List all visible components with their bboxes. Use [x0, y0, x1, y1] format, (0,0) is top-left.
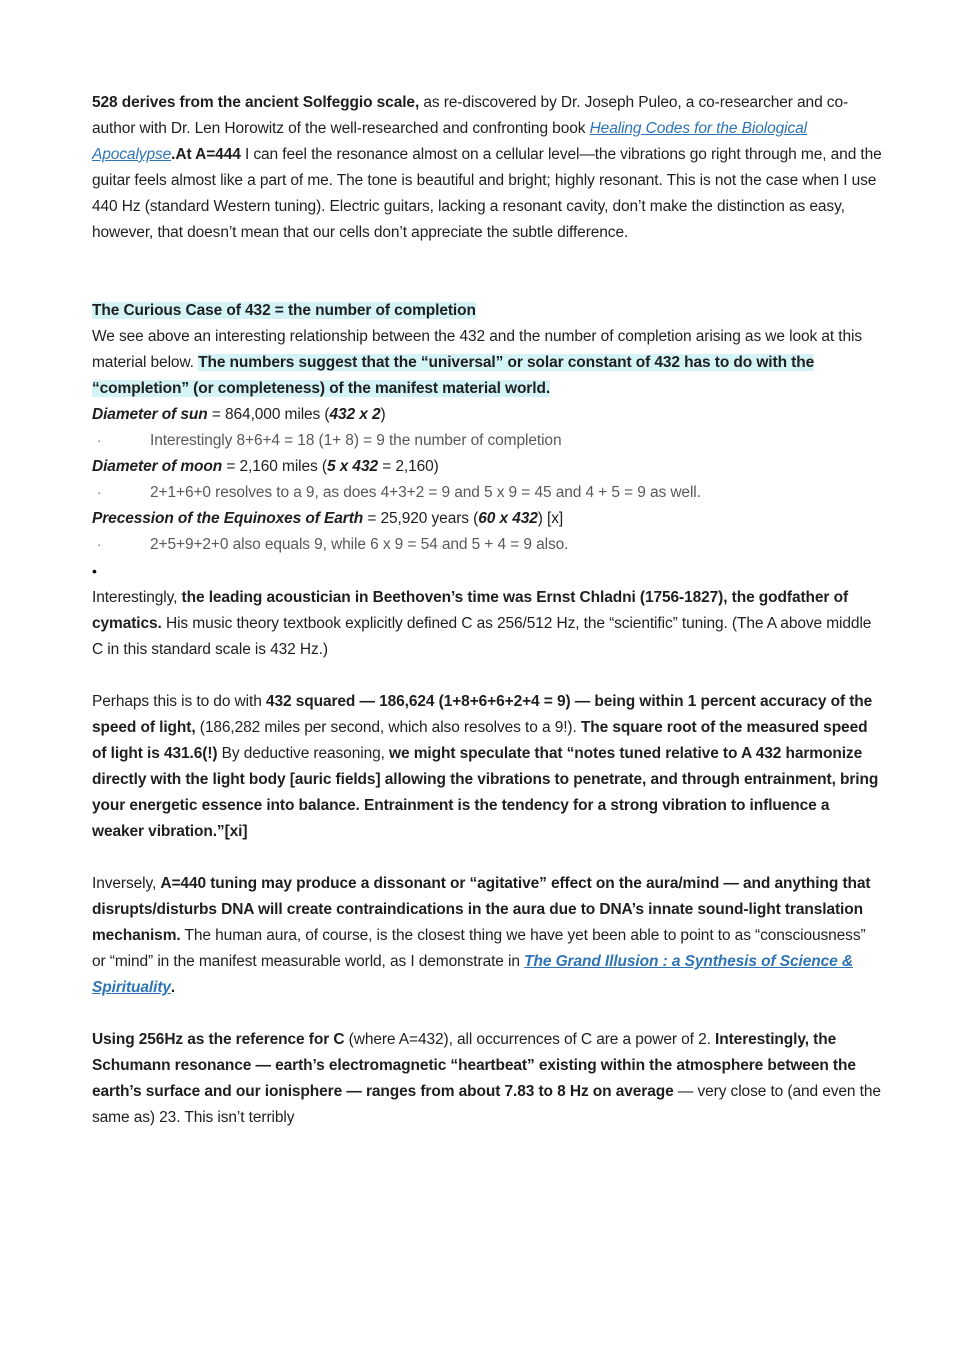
diameter-of-sun-item [92, 402, 882, 428]
text-run: = 2,160 miles ( [222, 458, 327, 475]
bullet-text [150, 428, 882, 454]
text-run: the leading acoustician in Beethoven’s time was Ernst Chladni (1756-1827), the godfather of cymatics. [92, 589, 848, 632]
text-run: His music theory textbook explicitly defined C as 256/512 Hz, the “scientific” tuning. (The A above middle C in this standard scale is 432 Hz.) [92, 615, 872, 658]
text-run: = 2,160) [377, 458, 439, 475]
bullet-text [150, 532, 882, 558]
text-run: (186,282 miles per second, which also resolves to a 9!). [195, 719, 581, 736]
speed-of-light-paragraph [92, 689, 882, 845]
text-run: — very close to (and even the same as) 23. This isn’t terribly [92, 1083, 881, 1126]
text-run: ) [x] [537, 510, 564, 527]
text-run: The Curious Case of 432 = the number of completion [92, 302, 476, 319]
sun-digit-note [92, 428, 882, 454]
text-run: The human aura, of course, is the closest thing we have yet been able to point to as “consciousness” or “mind” in the manifest measurable world, as I demonstrate in [92, 927, 866, 970]
schumann-paragraph [92, 1027, 882, 1131]
text-run: 432 squared — 186,624 (1+8+6+6+2+4 = 9) — being within 1 percent accuracy of the speed of light, [92, 693, 873, 736]
sub-bullet-icon: · [97, 485, 102, 500]
text-run: 2+5+9+2+0 also equals 9, while 6 x 9 = 54 and 5 + 4 = 9 also. [150, 536, 569, 553]
text-run: Inversely, [92, 875, 161, 892]
text-run: Interestingly, the Schumann resonance — earth’s electromagnetic “heartbeat” existing within the atmosphere between the earth’s surface and our ionisphere — ranges from about 7.83 to 8 Hz on average [92, 1031, 856, 1100]
text-run: . [170, 979, 176, 996]
text-run: The numbers suggest that the “universal” or solar constant of 432 has to do with the “completion” (or completeness) of the manifest material world. [92, 354, 815, 397]
text-run: Interestingly, [92, 589, 182, 606]
text-run: 60 x 432 [478, 510, 538, 527]
text-run: Interestingly 8+6+4 = 18 (1+ 8) = 9 the number of completion [150, 432, 562, 449]
document-body [92, 90, 882, 1131]
text-run: Diameter of sun [92, 406, 208, 423]
bullet-icon: • [92, 563, 97, 579]
hyperlink[interactable]: The Grand Illusion : a Synthesis of Science & Spirituality [92, 953, 853, 996]
intro-paragraph [92, 90, 882, 246]
text-run: 2+1+6+0 resolves to a 9, as does 4+3+2 = 9 and 5 x 9 = 45 and 4 + 5 = 9 as well. [150, 484, 701, 501]
chladni-paragraph [92, 585, 882, 663]
precession-digit-note [92, 532, 882, 558]
paragraph-spacer [92, 246, 882, 298]
text-run: Precession of the Equinoxes of Earth [92, 510, 364, 527]
text-run: .At A=444 [171, 146, 241, 163]
text-run: we might speculate that “notes tuned relative to A 432 harmonize directly with the light body [auric fields] allowing the vibrations to penetrate, and through entrainment, bring your energetic essence into balance. Entrainment is the tendency for a strong vibration to influence a weaker vibration.”[xi] [92, 745, 879, 840]
text-run: Perhaps this is to do with [92, 693, 266, 710]
text-run: ) [380, 406, 386, 423]
precession-item [92, 506, 882, 532]
text-run: 432 x 2 [329, 406, 381, 423]
text-run: Diameter of moon [92, 458, 223, 475]
text-run: as re-discovered by Dr. Joseph Puleo, a co-researcher and co-author with Dr. Len Horowitz of the well-researched and confronting book [92, 94, 849, 137]
text-run: (where A=432), all occurrences of C are a power of 2. [344, 1031, 716, 1048]
text-run: = 864,000 miles ( [207, 406, 330, 423]
bullet-text [150, 480, 882, 506]
paragraph-spacer [92, 663, 882, 689]
diameter-of-moon-item [92, 454, 882, 480]
paragraph-spacer [92, 1001, 882, 1027]
text-run: By deductive reasoning, [217, 745, 390, 762]
aura-paragraph [92, 871, 882, 1001]
section-heading [92, 298, 882, 324]
text-run: 528 derives from the ancient Solfeggio scale, [92, 94, 420, 111]
text-run: 5 x 432 [326, 458, 378, 475]
text-run: I can feel the resonance almost on a cellular level—the vibrations go right through me, and the guitar feels almost like a part of me. The tone is beautiful and bright; highly resonant. This is not the case when I use 440 Hz (standard Western tuning). Electric guitars, lacking a resonant cavity, don’t make the distinction as easy, however, that doesn’t mean that our cells don’t appreciate the subtle difference. [92, 146, 882, 241]
moon-digit-note [92, 480, 882, 506]
hyperlink[interactable]: Healing Codes for the Biological Apocalypse [92, 120, 807, 163]
sub-bullet-icon: · [97, 433, 102, 448]
paragraph-spacer [92, 845, 882, 871]
text-run: The square root of the measured speed of light is 431.6(!) [92, 719, 868, 762]
text-run: We see above an interesting relationship between the 432 and the number of completion arising as we look at this material below. [92, 328, 863, 371]
empty-bullet [92, 558, 882, 585]
sub-bullet-icon: · [97, 537, 102, 552]
text-run: = 25,920 years ( [363, 510, 479, 527]
text-run: A=440 tuning may produce a dissonant or “agitative” effect on the aura/mind — and anything that disrupts/disturbs DNA will create contraindications in the aura due to DNA’s innate sound-light translation mechanism. [92, 875, 871, 944]
text-run: Using 256Hz as the reference for C [92, 1031, 345, 1048]
completion-paragraph [92, 324, 882, 402]
